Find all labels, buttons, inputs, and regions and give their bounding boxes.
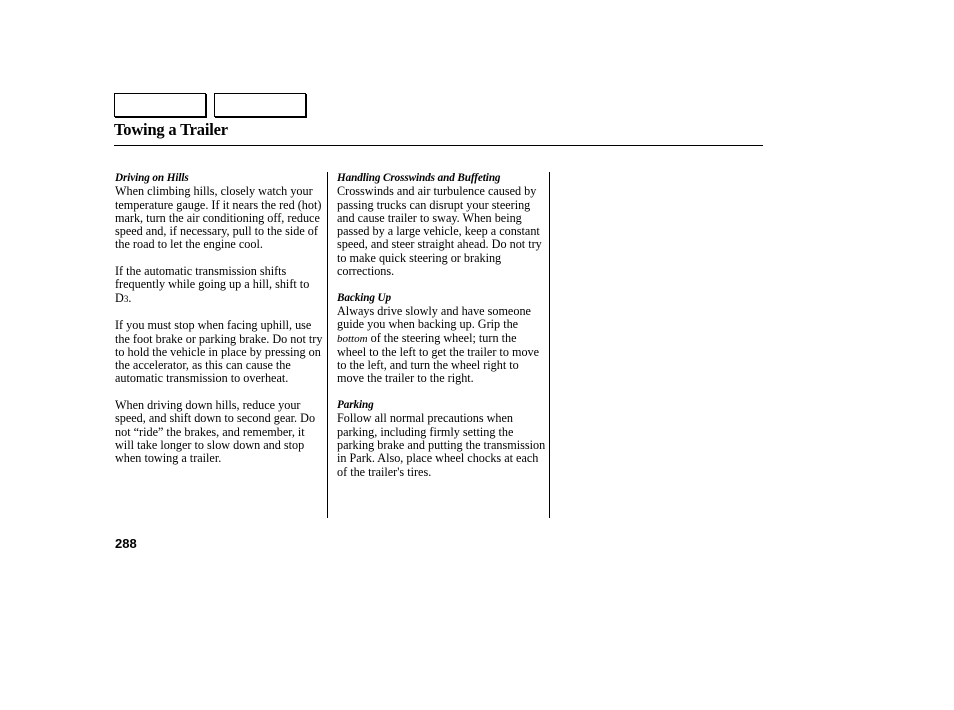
paragraph-crosswinds: Crosswinds and air turbulence caused by passing trucks can disrupt your steering and cause trailer to sway. When being passed by a large vehicle, keep a constant speed, and steer straight ahead. Do not try to make quick steering or braking corrections. [337,184,542,279]
gear-subscript: 3 [123,293,129,304]
nav-tab-box-2 [214,93,306,117]
paragraph-driving-downhill: When driving down hills, reduce your speed, and shift down to second gear. Do not “ride” the brakes, and remember, it will take longer to slow down and stop when towing a trailer. [115,398,316,466]
page-title: Towing a Trailer [114,120,228,139]
middle-column [337,172,547,479]
paragraph-parking: Follow all normal precautions when parking, including firmly setting the parking brake and putting the transmission in Park. Also, place wheel chocks at each of the trailer's tires. [337,411,546,479]
paragraph-stop-uphill: If you must stop when facing uphill, use the foot brake or parking brake. Do not try to hold the vehicle in place by pressing on the accelerator, as this can cause the automatic transmission to overheat. [115,318,323,386]
page-number: 288 [115,536,137,551]
paragraph-backing-up [337,305,547,386]
left-column [115,172,323,466]
title-rule [114,145,763,146]
section-heading-driving-on-hills: Driving on Hills [115,172,189,184]
text-run: of the steering wheel; turn the wheel to the left to get the trailer to move to the left, and turn the wheel right to move the trailer to the right. [337,330,540,386]
column-divider-2 [549,172,550,518]
paragraph-climbing-hills: When climbing hills, closely watch your temperature gauge. If it nears the red (hot) mark, turn the air conditioning off, reduce speed and, if necessary, pull to the side of the road to let the engine cool. [115,184,322,252]
section-heading-crosswinds: Handling Crosswinds and Buffeting [337,172,501,184]
text-run: If the automatic transmission shifts frequently while going up a hill, shift to D [115,264,310,305]
nav-tab-box-1 [114,93,206,117]
text-run: . [128,290,132,305]
section-heading-parking: Parking [337,399,374,412]
emphasis-bottom: bottom [337,332,368,345]
paragraph-transmission-shifts [115,265,323,306]
section-heading-backing-up: Backing Up [337,291,392,304]
column-divider-1 [327,172,328,518]
text-run: Always drive slowly and have someone guide you when backing up. Grip the [337,303,531,332]
